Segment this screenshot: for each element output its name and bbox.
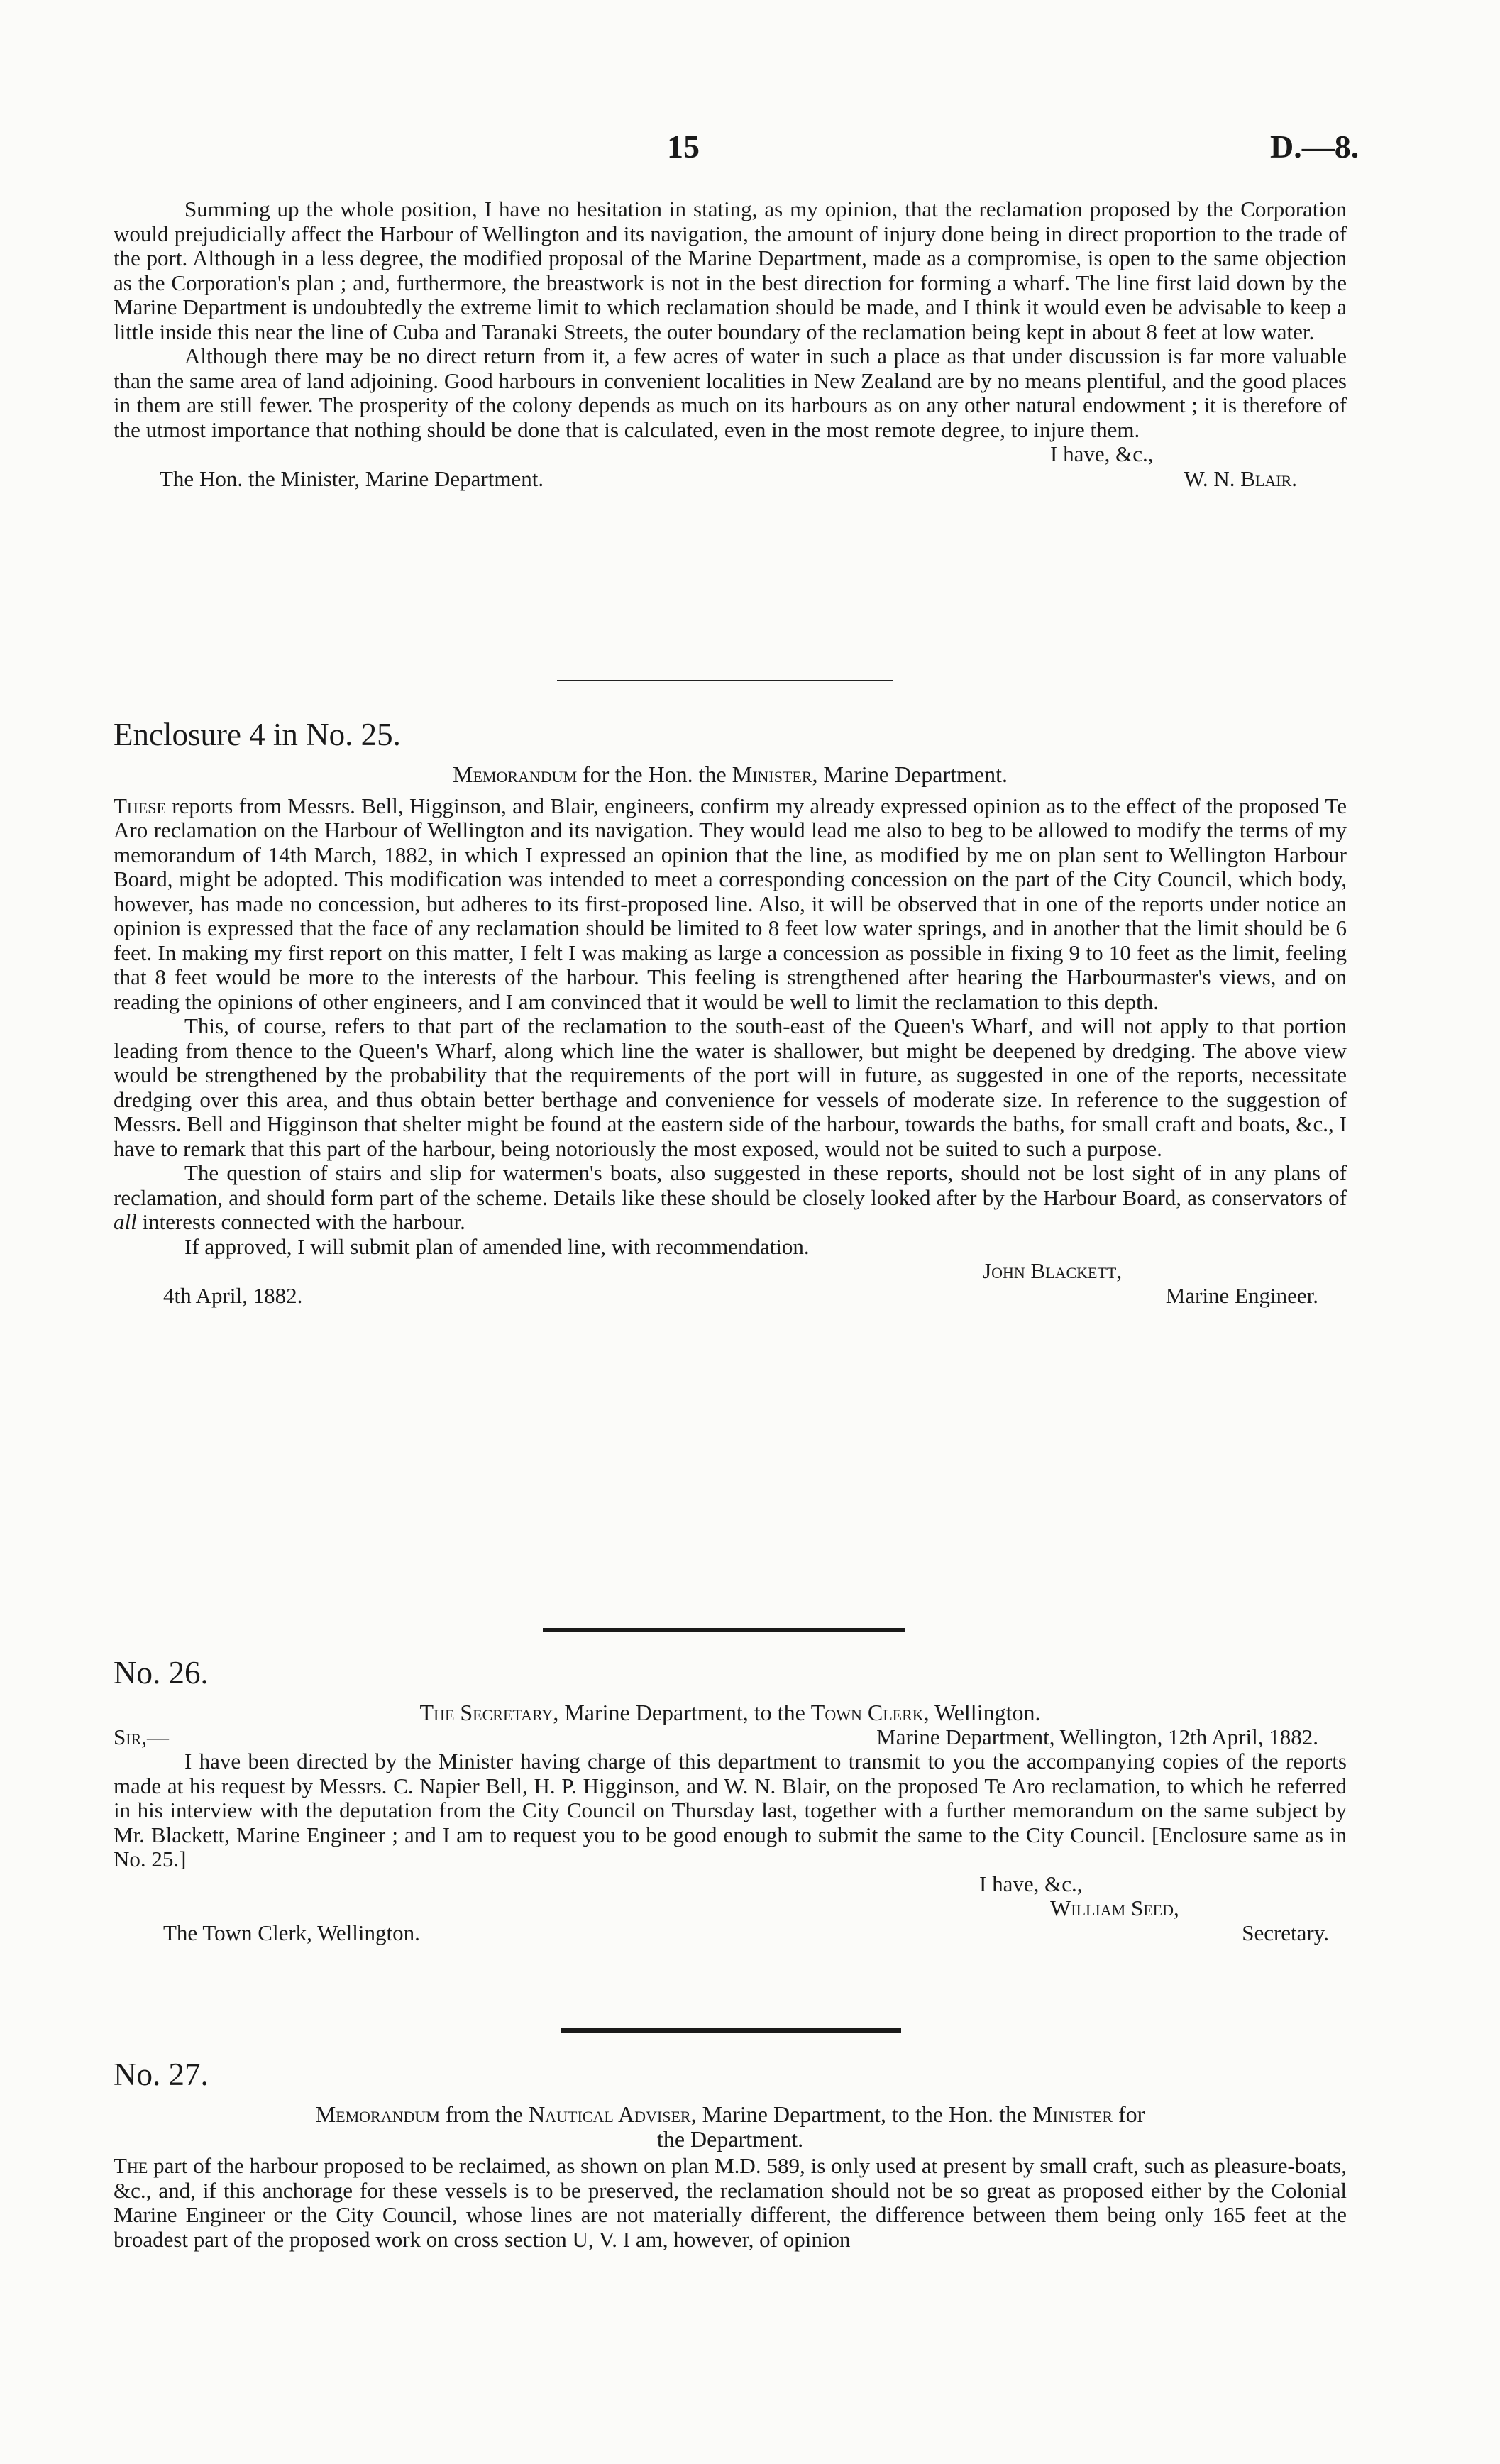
page-number: 15 [667, 128, 700, 165]
blair-letter [114, 197, 1347, 491]
seed-signature: William Seed, [1050, 1896, 1179, 1920]
enclosure-paragraph-4: If approved, I will submit plan of amended line, with recommendation. [184, 1233, 810, 1259]
no26-addressee: The Town Clerk, Wellington. [163, 1920, 420, 1945]
section-divider-thick [543, 1628, 905, 1632]
enclosure-paragraph-3: The question of stairs and slip for watermen's boats, also suggested in these reports, should not be lost sight of in any plans of reclamation, and should form part of the scheme. Details like these should be closely looked after by the Harbour Board, as conservators of all interests connected with the harbour. [114, 1160, 1347, 1234]
blair-addressee: The Hon. the Minister, Marine Department. [160, 466, 544, 491]
blair-paragraph-2: Although there may be no direct return from it, a few acres of water in such a place as that under discussion is far more valuable than the same area of land adjoining. Good harbours in convenient localities in New Zealand are by no means plentiful, and the good places in them are still fewer. The prosperity of the colony depends as much on its harbours as on any other natural endowment ; it is therefore of the utmost importance that nothing should be done that is calculated, even in the most remote degree, to injure them. [114, 343, 1347, 442]
letter-no-26 [114, 1654, 1347, 1945]
blair-signature: W. N. Blair. [1184, 466, 1297, 491]
document-reference: D.—8. [1270, 128, 1360, 165]
section-divider-thick-2 [561, 2028, 901, 2033]
no26-dateline: Marine Department, Wellington, 12th April, 1882. [876, 1724, 1318, 1749]
no27-body: The part of the harbour proposed to be reclaimed, as shown on plan M.D. 589, is only used at present by small craft, such as pleasure-boats, &c., and, if this anchorage for these vessels is to be preserved, the reclamation should not be so great as proposed either by the Colonial Marine Engineer or the City Council, whose lines are not materially different, the difference between them being only 165 feet at the broadest part of the proposed work on cross section U, V. I am, however, of opinion [114, 2153, 1347, 2252]
enclosure-subtitle: Memorandum for the Hon. the Minister, Marine Department. [453, 761, 1008, 787]
enclosure-paragraph-2: This, of course, refers to that part of the reclamation to the south-east of the Queen's Wharf, and will not apply to that portion leading from thence to the Queen's Wharf, along which line the water is shallower, but might be deepened by dredging. The above view would be strengthened by the probability that the requirements of the port will in future, as suggested in one of the reports, necessitate dredging over this area, and thus obtain better berthage and convenience for vessels of moderate size. In reference to the suggestion of Messrs. Bell and Higginson that shelter might be found at the eastern side of the harbour, towards the baths, for small craft and boats, &c., I have to remark that this part of the harbour, being notoriously the most exposed, would not be suited to such a purpose. [114, 1013, 1347, 1161]
no26-title: No. 26. [114, 1655, 209, 1690]
no26-closing: I have, &c., [979, 1871, 1083, 1896]
memo-no-27 [114, 2055, 1347, 2252]
blackett-title: Marine Engineer. [1165, 1282, 1318, 1308]
no26-subtitle: The Secretary, Marine Department, to the Town Clerk, Wellington. [419, 1700, 1041, 1725]
enclosure-paragraph-1: These reports from Messrs. Bell, Higginson, and Blair, engineers, confirm my already expressed opinion as to the effect of the proposed Te Aro reclamation on the Harbour of Wellington and its navigation. They would lead me also to beg to be allowed to modify the terms of my memorandum of 14th March, 1882, in which I expressed an opinion that the line, as modified by me on plan sent to Wellington Harbour Board, might be adopted. This modification was intended to meet a corresponding concession on the part of the City Council, which body, however, has made no concession, but adheres to its first-proposed line. Also, it will be observed that in one of the reports under notice an opinion is expressed that the face of any reclamation should be limited to 8 feet low water springs, and in another that the limit should be 6 feet. In making my first report on this matter, I felt I was making as large a concession as possible in fixing 9 to 10 feet as the limit, feeling that 8 feet would be more to the interests of the harbour. This feeling is strengthened after hearing the Harbourmaster's views, and on reading the opinions of other engineers, and I am convinced that it would be well to limit the reclamation to this depth. [114, 793, 1347, 1014]
no26-salutation: Sir,— [114, 1724, 169, 1749]
blair-closing: I have, &c., [1050, 441, 1154, 466]
section-divider [557, 680, 893, 681]
blair-paragraph-1: Summing up the whole position, I have no hesitation in stating, as my opinion, that the reclamation proposed by the Corporation would prejudicially affect the Harbour of Wellington and its navigation, the amount of injury done being in direct proportion to the trade of the port. Although in a less degree, the modified proposal of the Marine Department, made as a compromise, is open to the same objection as the Corporation's plan ; and, furthermore, the breastwork is not in the best direction for forming a wharf. The line first laid down by the Marine Department is undoubtedly the extreme limit to which reclamation should be made, and I think it would even be advisable to keep a little inside this near the line of Cuba and Taranaki Streets, the outer boundary of the reclamation being kept in about 8 feet at low water. [114, 197, 1347, 344]
no27-subtitle: Memorandum from the Nautical Adviser, Marine Department, to the Hon. the Minister for the Department. [315, 2101, 1145, 2152]
enclosure-date: 4th April, 1882. [163, 1282, 303, 1308]
enclosure-4 [114, 715, 1347, 1308]
seed-title: Secretary. [1242, 1920, 1329, 1945]
blackett-signature: John Blackett, [983, 1258, 1123, 1283]
no26-body: I have been directed by the Minister having charge of this department to transmit to you the accompanying copies of the reports made at his request by Messrs. C. Napier Bell, H. P. Higginson, and W. N. Blair, on the proposed Te Aro reclamation, to which he referred in his interview with the deputation from the City Council on Thursday last, together with a further memorandum on the same subject by Mr. Blackett, Marine Engineer ; and I am to request you to be good enough to submit the same to the City Council. [Enclosure same as in No. 25.] [114, 1749, 1347, 1871]
no27-title: No. 27. [114, 2057, 209, 2092]
enclosure-title: Enclosure 4 in No. 25. [114, 717, 401, 752]
